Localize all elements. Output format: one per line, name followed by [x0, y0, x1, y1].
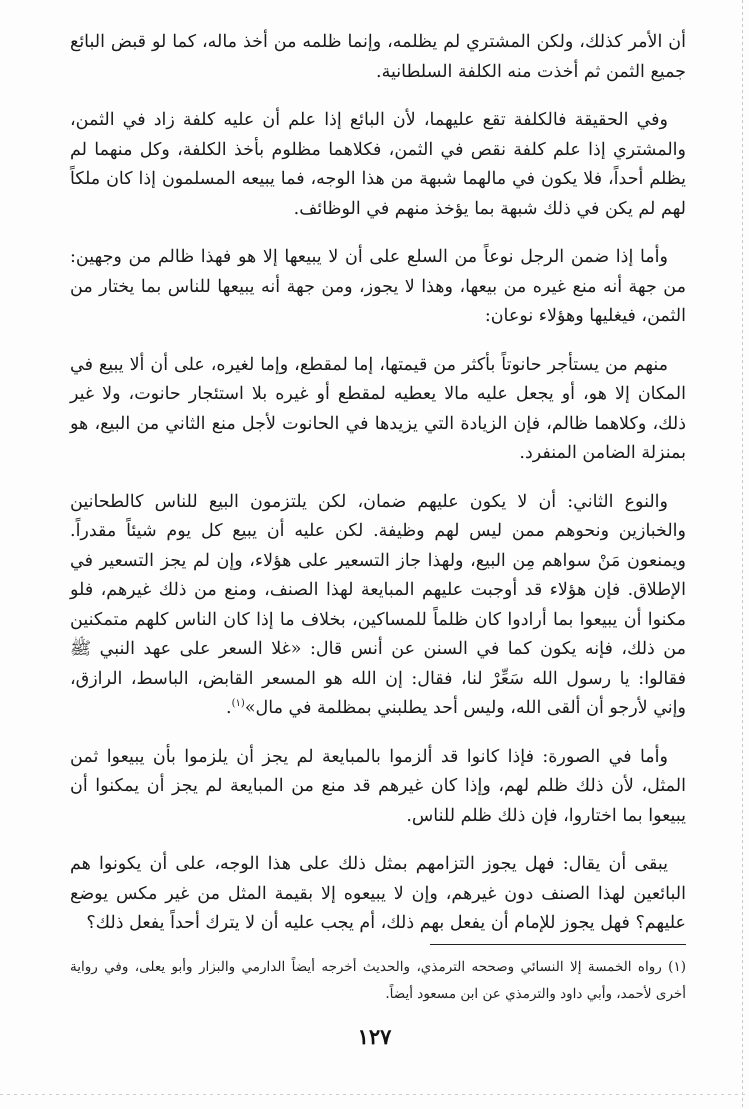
footnotes: [70, 954, 686, 1008]
paragraph-2: وفي الحقيقة فالكلفة تقع عليهما، لأن البائع إذا علم أن عليه كلفة زاد في الثمن، والمشتري إذا علم كلفة نقص في الثمن، فكلاهما مظلوم بأخذ الكلفة، وكل منهما لم يظلم أحداً، فلا يكون في مالهما شبهة من هذا الوجه، فما يبيعه المسلمون إذا كان ملكاً لهم لم يكن في ذلك شبهة بما يؤخذ منهم في الوظائف.: [70, 110, 686, 219]
footnote-divider: [430, 944, 686, 945]
footnote-reference: (١): [231, 698, 245, 710]
paragraph-1: أن الأمر كذلك، ولكن المشتري لم يظلمه، وإنما ظلمه من أخذ ماله، كما لو قبض البائع جميع الثمن ثم أخذت منه الكلفة السلطانية.: [70, 32, 686, 82]
paragraph-7: يبقى أن يقال: فهل يجوز التزامهم بمثل ذلك على هذا الوجه، على أن يكونوا هم البائعين لهذا الصنف دون غيرهم، وإن لا يبيعوه إلا بقيمة المثل من غير مكس يوضع عليهم؟ فهل يجوز للإمام أن يفعل بهم ذلك، أم يجب عليه أن لا يترك أحداً يفعل ذلك؟: [70, 854, 686, 933]
paragraph-4: منهم من يستأجر حانوتاً بأكثر من قيمتها، إما لمقطع، وإما لغيره، على أن ألا يبيع في المكان إلا هو، أو يجعل عليه مالا يعطيه لمقطع أو غيره بلا استئجار حانوت، ولا غير ذلك، وكلاهما ظالم، فإن الزيادة التي يزيدها في الحانوت لأجل منع الثاني من البيع، هو بمنزلة الضامن المنفرد.: [70, 354, 686, 463]
paragraph-5: والنوع الثاني: أن لا يكون عليهم ضمان، لكن يلتزمون البيع للناس كالطحانين والخبازين ونحوهم ممن ليس لهم وظيفة. لكن عليه أن يبيع كل يوم شيئاً مقدراً. ويمنعون مَنْ سواهم مِن البيع، ولهذا جاز التسعير على هؤلاء، وإن لم يجز التسعير في الإطلاق. فإن هؤلاء قد أوجبت عليهم المبايعة لهذا الصنف، ومنع من ذلك غيرهم، فلو مكنوا أن يبيعوا بما أرادوا كان ظلماً للمساكين، بخلاف ما إذا كان الناس كلهم متمكنين من ذلك، فإنه يكون كما في السنن عن أنس قال: «غلا السعر على عهد النبي ﷺ فقالوا: يا رسول الله سَعِّرْ لنا، فقال: إن الله هو المسعر القابض، الباسط، الرازق، وإني لأرجو أن ألقى الله، وليس أحد يطلبني بمظلمة في مال»$^{(١)}$.: [70, 491, 686, 718]
paragraph-5-text: والنوع الثاني: أن لا يكون عليهم ضمان، لكن يلتزمون البيع للناس كالطحانين والخبازين ونحوهم ممن ليس لهم وظيفة. لكن عليه أن يبيع كل يوم شيئاً مقدراً. ويمنعون مَنْ سواهم مِن البيع، ولهذا جاز التسعير على هؤلاء، وإن لم يجز التسعير في الإطلاق. فإن هؤلاء قد أوجبت عليهم المبايعة لهذا الصنف، ومنع من ذلك غيرهم، فلو مكنوا أن يبيعوا بما أرادوا كان ظلماً للمساكين، بخلاف ما إذا كان الناس كلهم متمكنين من ذلك، فإنه يكون كما في السنن عن أنس قال: «غلا السعر على عهد النبي ﷺ فقالوا: يا رسول الله سَعِّرْ لنا، فقال: إن الله هو المسعر القابض، الباسط، الرازق، وإني لأرجو أن ألقى الله، وليس أحد يطلبني بمظلمة في مال»: [70, 491, 686, 718]
scan-edge-bottom: [0, 1094, 749, 1095]
paragraph-6: وأما في الصورة: فإذا كانوا قد ألزموا بالمبايعة لم يجز أن يلزموا بأن يبيعوا ثمن المثل، لأن ذلك ظلم لهم، وإذا كان غيرهم قد منع من المبايعة لم يجز أن يمكنوا أن يبيعوا بما اختاروا، فإن ذلك ظلم للناس.: [70, 746, 686, 826]
paragraph-3: وأما إذا ضمن الرجل نوعاً من السلع على أن لا يبيعها إلا هو فهذا ظالم من وجهين: من جهة أنه منع غيره من بيعها، وهذا لا يجوز، ومن جهة أنه يبيعها للناس بما يختار من الثمن، فيغليها وهؤلاء نوعان:: [70, 247, 686, 326]
scan-edge-right: [742, 0, 743, 1109]
page-number: ١٢٧: [357, 1024, 392, 1049]
footnote-1: (١) رواه الخمسة إلا النسائي وصححه الترمذي، والحديث أخرجه أيضاً الدارمي والبزار وأبو يعلى، وفي رواية أخرى لأحمد، وأبي داود والترمذي عن ابن مسعود أيضاً.: [70, 959, 686, 1002]
main-text: [70, 28, 686, 939]
